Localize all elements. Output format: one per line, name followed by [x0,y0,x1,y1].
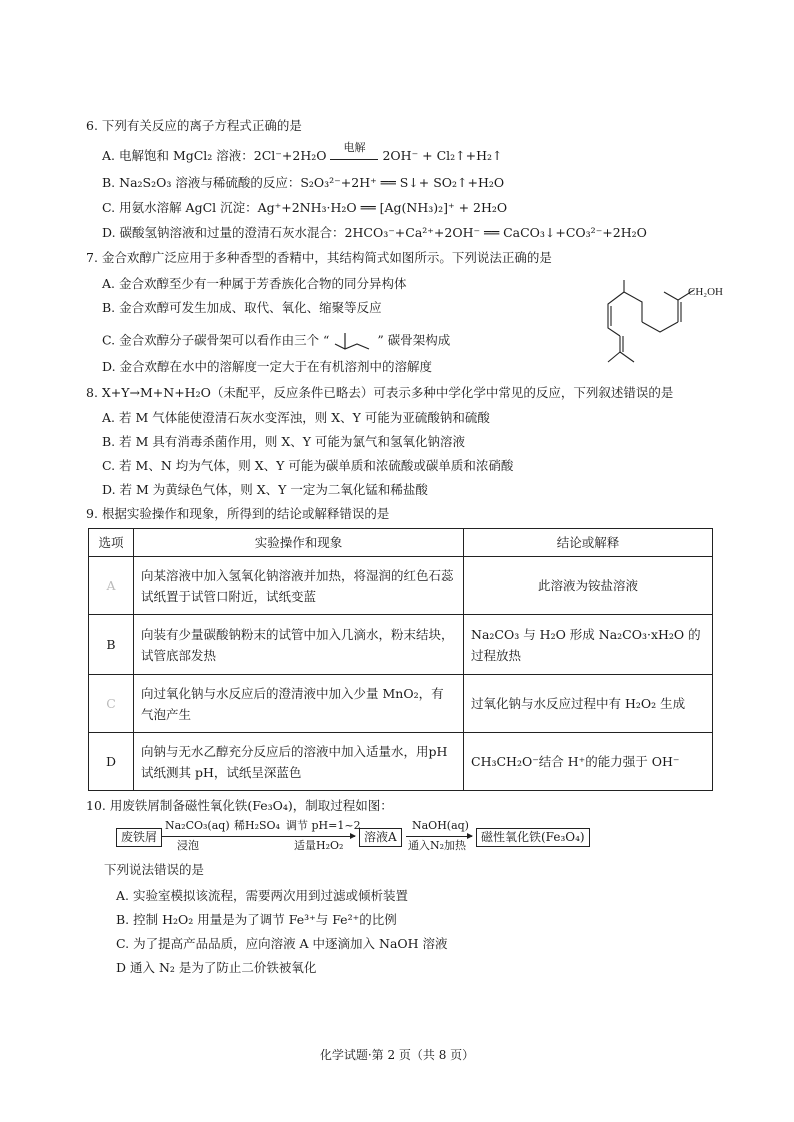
q6-option-c: C. 用氨水溶解 AgCl 沉淀：Ag⁺+2NH₃·H₂O ══ [Ag(NH₃)₂]⁺ + 2H₂O [102,200,508,215]
farnesol-structure-diagram [600,276,740,376]
row-operation: 向装有少量碳酸钠粉末的试管中加入几滴水，粉末结块，试管底部发热 [134,615,464,675]
experiment-table [88,528,713,791]
row-option: C [89,675,134,733]
flow-mid-box: 溶液A [359,828,402,847]
q6-stem: 6. 下列有关反应的离子方程式正确的是 [86,118,302,133]
header-operation: 实验操作和现象 [134,529,464,557]
q8-option-d: D. 若 M 为黄绿色气体，则 X、Y 一定为二氧化锰和稀盐酸 [102,482,428,497]
flow-step3-top: 调节 pH=1~2 [286,819,361,832]
row-operation: 向过氧化钠与水反应后的澄清液中加入少量 MnO₂，有气泡产生 [134,675,464,733]
q8-option-c: C. 若 M、N 均为气体，则 X、Y 可能为碳单质和浓硫酸或碳单质和浓硝酸 [102,458,514,473]
q10-option-d: D 通入 N₂ 是为了防止二价铁被氧化 [116,960,317,975]
row-conclusion: 此溶液为铵盐溶液 [464,557,713,615]
q6-option-d: D. 碳酸氢钠溶液和过量的澄清石灰水混合：2HCO₃⁻+Ca²⁺+2OH⁻ ══ CaCO₃↓+CO₃²⁻+2H₂O [102,225,647,240]
isoprene-skeleton-icon [333,330,373,352]
flow-start-box: 废铁屑 [116,828,162,847]
row-conclusion: CH₃CH₂O⁻结合 H⁺的能力强于 OH⁻ [464,733,713,791]
table-row [89,615,713,675]
q6-option-b: B. Na₂S₂O₃ 溶液与稀硫酸的反应：S₂O₃²⁻+2H⁺ ══ S↓+ SO₂↑+H₂O [102,175,505,190]
q8-option-a: A. 若 M 气体能使澄清石灰水变浑浊，则 X、Y 可能为亚硫酸钠和硫酸 [102,410,490,425]
table-row [89,557,713,615]
flow-end-box: 磁性氧化铁(Fe₃O₄) [476,828,590,847]
flow-step1-top: Na₂CO₃(aq) [165,819,230,832]
q7-option-c [102,330,450,352]
flow-arrow-1 [161,836,355,837]
q9-stem: 9. 根据实验操作和现象，所得到的结论或解释错误的是 [86,506,390,521]
q10-sub-stem: 下列说法错误的是 [104,862,205,877]
q6-option-a [102,141,503,164]
row-operation: 向钠与无水乙醇充分反应后的溶液中加入适量水，用pH试纸测其 pH，试纸呈深蓝色 [134,733,464,791]
row-conclusion: 过氧化钠与水反应过程中有 H₂O₂ 生成 [464,675,713,733]
flow-arrow-2 [406,836,472,837]
page-footer: 化学试题·第 2 页（共 8 页） [319,1048,475,1062]
electrolysis-arrow [330,141,378,160]
q7-option-b: B. 金合欢醇可发生加成、取代、氧化、缩聚等反应 [102,300,382,315]
table-row [89,675,713,733]
flow-step4-bottom: 通入N₂加热 [408,839,467,852]
header-option: 选项 [89,529,134,557]
row-operation: 向某溶液中加入氢氧化钠溶液并加热，将湿润的红色石蕊试纸置于试管口附近，试纸变蓝 [134,557,464,615]
row-conclusion: Na₂CO₃ 与 H₂O 形成 Na₂CO₃·xH₂O 的过程放热 [464,615,713,675]
header-conclusion: 结论或解释 [464,529,713,557]
q7-option-a: A. 金合欢醇至少有一种属于芳香族化合物的同分异构体 [102,276,407,291]
q7-option-c-right: ” 碳骨架构成 [377,332,451,348]
q6-option-a-left: A. 电解饱和 MgCl₂ 溶液：2Cl⁻+2H₂O [102,148,327,163]
flow-step1-bottom: 浸泡 [177,839,199,852]
row-option: D [89,733,134,791]
row-option: B [89,615,134,675]
q7-option-d: D. 金合欢醇在水中的溶解度一定大于在有机溶剂中的溶解度 [102,359,433,374]
q10-option-c: C. 为了提高产品品质，应向溶液 A 中逐滴加入 NaOH 溶液 [116,936,448,951]
flow-step3-bottom: 适量H₂O₂ [294,839,344,852]
row-option: A [89,557,134,615]
q6-option-a-right: 2OH⁻ + Cl₂↑+H₂↑ [382,148,503,163]
flow-step2-top: 稀H₂SO₄ [234,819,280,832]
q10-option-b: B. 控制 H₂O₂ 用量是为了调节 Fe³⁺与 Fe²⁺的比例 [116,912,397,927]
process-flow-diagram [116,820,596,852]
q7-option-c-left: C. 金合欢醇分子碳骨架可以看作由三个 “ [102,332,330,348]
electrolysis-label: 电解 [343,141,366,154]
table-header-row [89,529,713,557]
q7-stem: 7. 金合欢醇广泛应用于多种香型的香精中，其结构简式如图所示。下列说法正确的是 [86,250,552,265]
ch2oh-label: CH₂OH [688,286,724,298]
flow-step4-top: NaOH(aq) [412,819,469,832]
q8-option-b: B. 若 M 具有消毒杀菌作用，则 X、Y 可能为氯气和氢氧化钠溶液 [102,434,465,449]
q8-stem: 8. X+Y→M+N+H₂O（未配平，反应条件已略去）可表示多种中学化学中常见的反应，下列叙述错误的是 [86,385,674,400]
q10-stem: 10. 用废铁屑制备磁性氧化铁(Fe₃O₄)，制取过程如图： [86,798,393,813]
table-row [89,733,713,791]
q10-option-a: A. 实验室模拟该流程，需要两次用到过滤或倾析装置 [116,888,408,903]
